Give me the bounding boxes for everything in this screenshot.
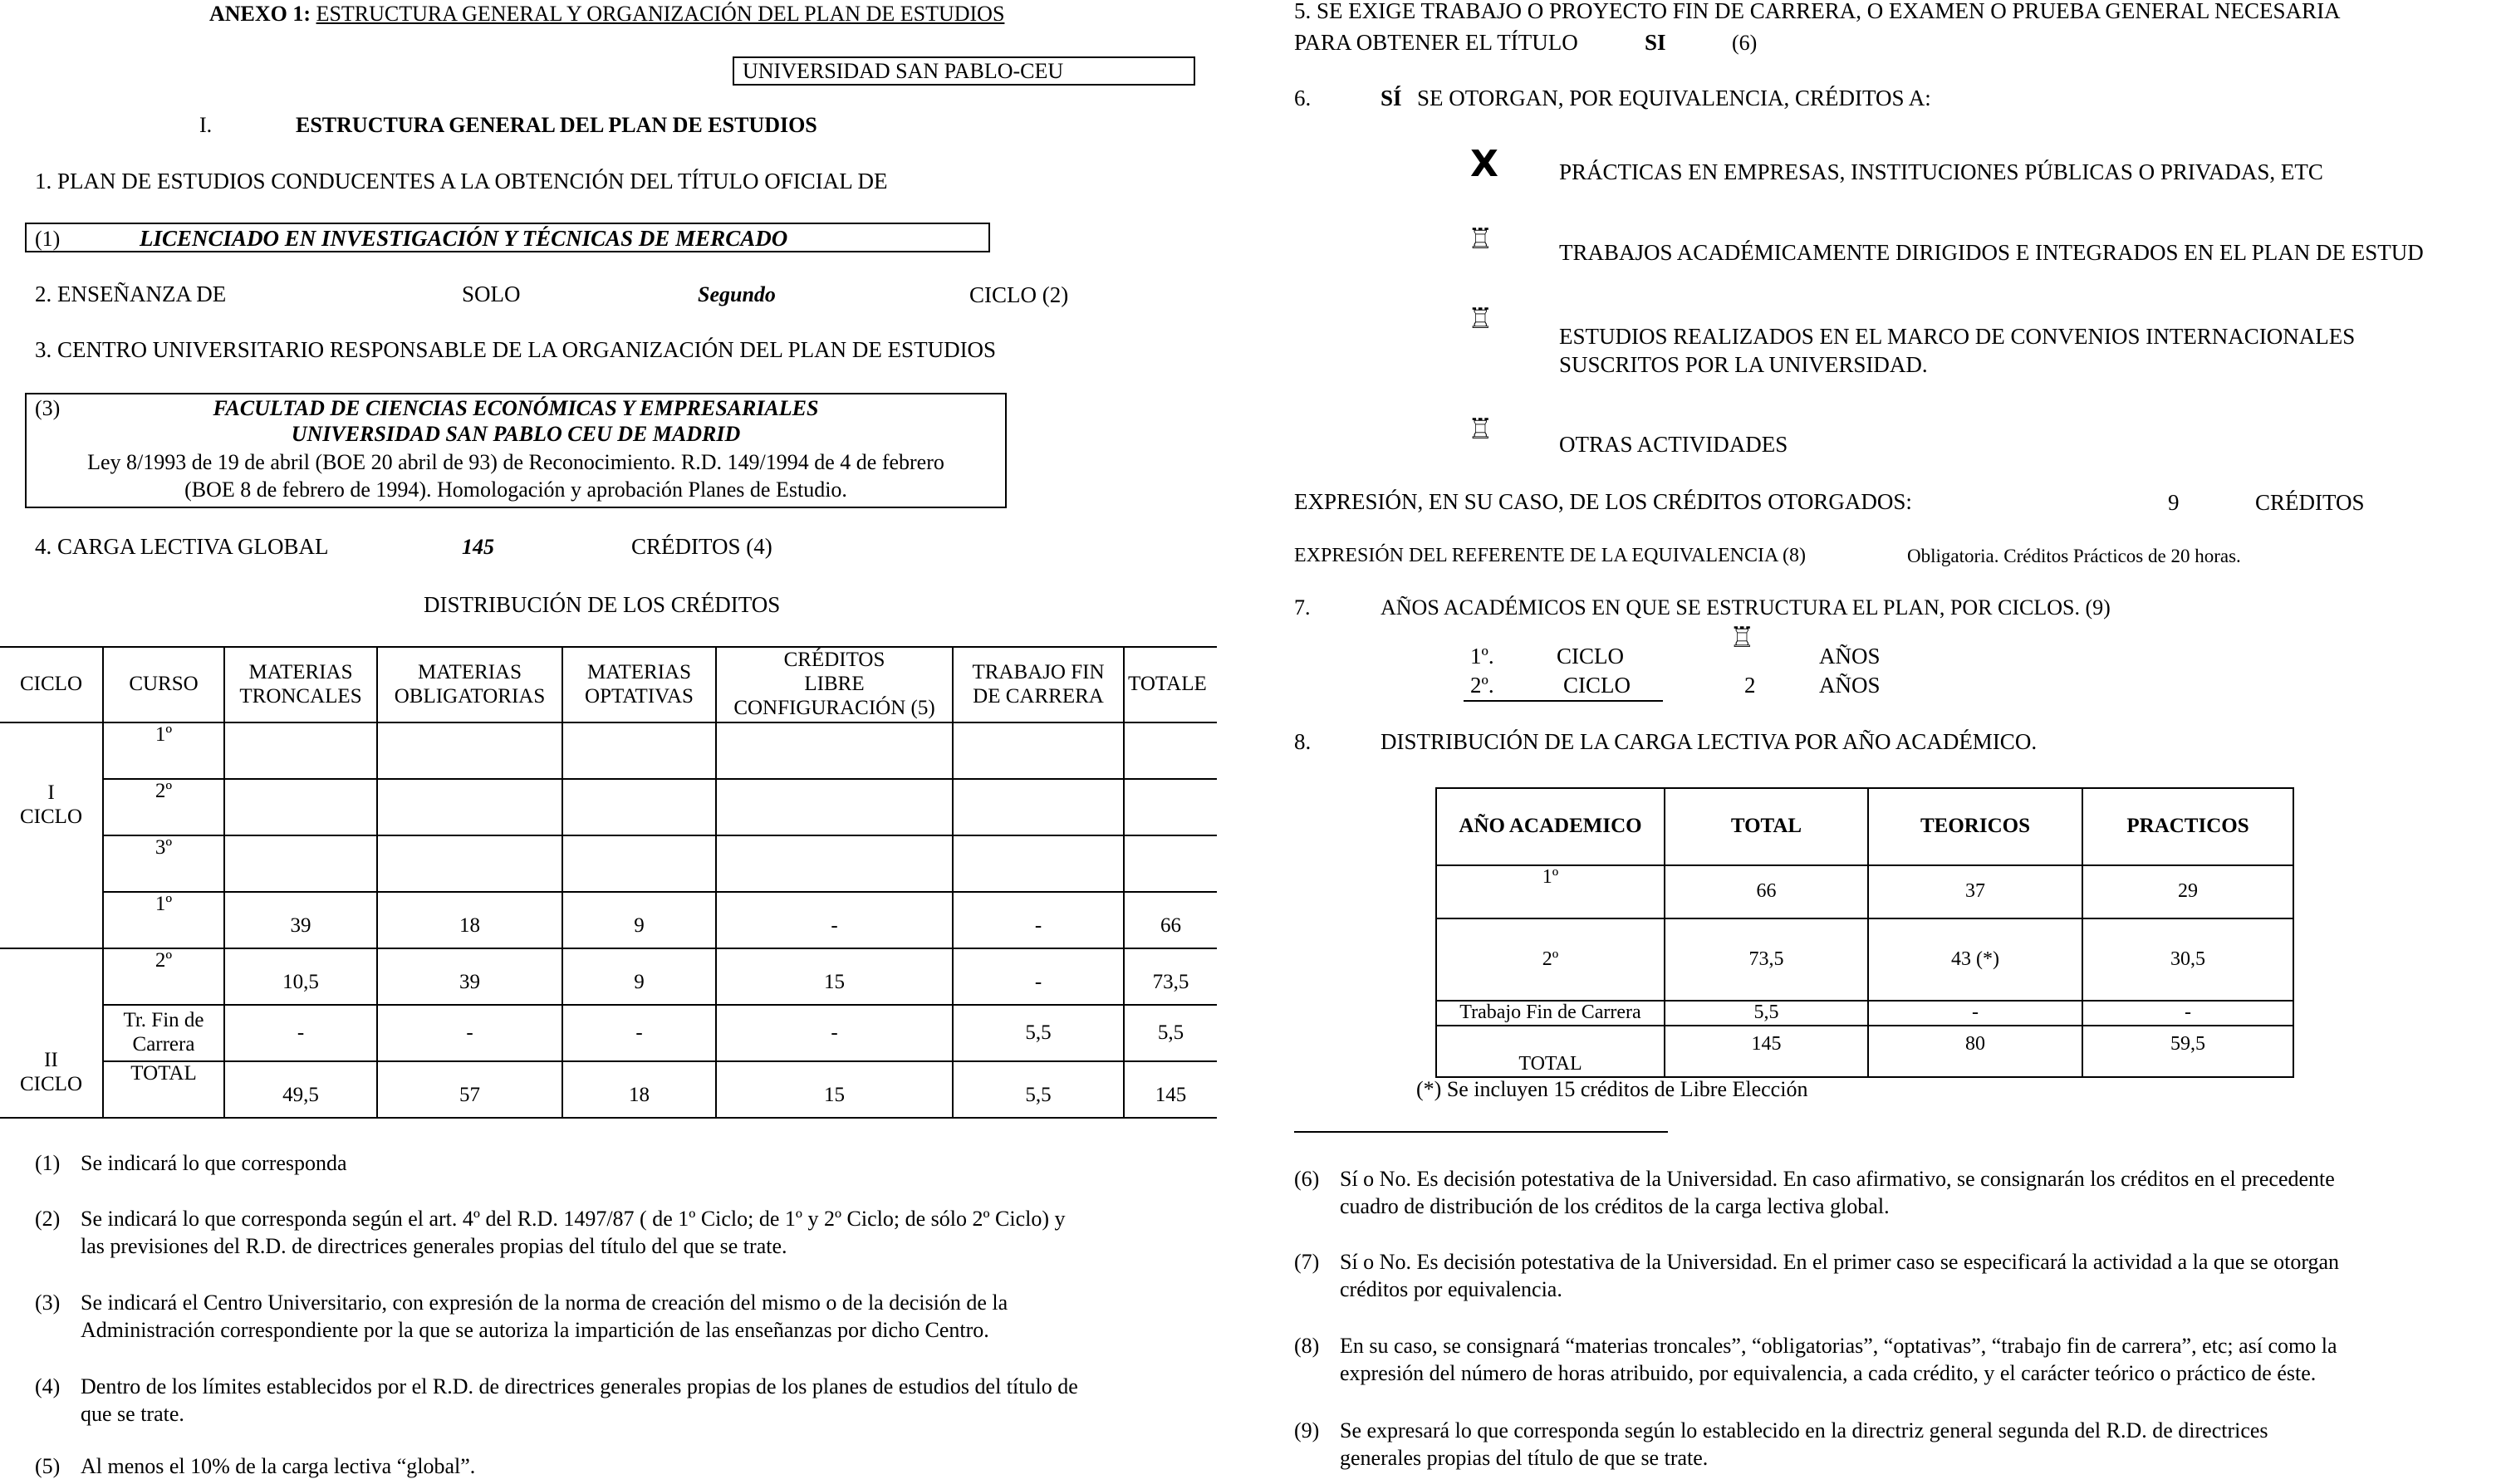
- equivalence-item-4: OTRAS ACTIVIDADES: [1559, 432, 1788, 457]
- item-2-label: 2. ENSEÑANZA DE: [35, 282, 227, 306]
- item-6-si: SÍ: [1381, 86, 1402, 110]
- table-cell: 30,5: [2082, 918, 2293, 1001]
- item-4-value: 145: [462, 535, 494, 559]
- table-cell: 5,5: [953, 1061, 1124, 1118]
- load-table-note: (*) Se incluyen 15 créditos de Libre Elección: [1416, 1077, 1808, 1101]
- ciclo-two-label: II CICLO: [0, 948, 103, 1118]
- underline-rule: [1464, 700, 1663, 702]
- year-2-ordinal: 2º.: [1470, 673, 1494, 698]
- footnote-number: (1): [35, 1151, 61, 1175]
- centre-university: UNIVERSIDAD SAN PABLO CEU DE MADRID: [291, 422, 741, 446]
- equivalence-check-mark: X: [1470, 143, 1498, 185]
- table-cell: [224, 779, 377, 835]
- col-obligatorias: MATERIAS OBLIGATORIAS: [377, 647, 562, 722]
- table-cell: [377, 779, 562, 835]
- table-cell: -: [953, 892, 1124, 948]
- footnote-text: Se indicará lo que corresponda: [81, 1151, 347, 1175]
- university-name: UNIVERSIDAD SAN PABLO-CEU: [743, 59, 1064, 83]
- credit-table-header: [0, 647, 1217, 722]
- table-cell: 39: [377, 948, 562, 1005]
- table-cell: TOTAL: [103, 1061, 224, 1118]
- distribution-title: DISTRIBUCIÓN DE LOS CRÉDITOS: [424, 592, 781, 617]
- footnote-text: Sí o No. Es decisión potestativa de la Universidad. En el primer caso se especificará la actividad a la que se otorgan créditos por equivalencia.: [1340, 1250, 2340, 1301]
- table-cell: 59,5: [2082, 1026, 2293, 1077]
- footnote-text: Dentro de los límites establecidos por el R.D. de directrices generales propias de los planes de estudios del título de que se trate.: [81, 1374, 1078, 1426]
- item-1-text: 1. PLAN DE ESTUDIOS CONDUCENTES A LA OBTENCIÓN DEL TÍTULO OFICIAL DE: [35, 169, 888, 193]
- table-cell: [377, 835, 562, 892]
- col-optativas: MATERIAS OPTATIVAS: [562, 647, 716, 722]
- table-cell: 2º: [103, 779, 224, 835]
- credits-granted-label: EXPRESIÓN, EN SU CASO, DE LOS CRÉDITOS OTORGADOS:: [1294, 489, 1912, 514]
- footnote-3: [35, 1289, 1198, 1347]
- table-cell: [716, 779, 953, 835]
- table-row: [0, 1005, 1217, 1061]
- item-5-line1: 5. SE EXIGE TRABAJO O PROYECTO FIN DE CARRERA, O EXAMEN O PRUEBA GENERAL NECESARIA: [1294, 0, 2341, 23]
- degree-title: LICENCIADO EN INVESTIGACIÓN Y TÉCNICAS DE MERCADO: [140, 226, 788, 251]
- section-title: ESTRUCTURA GENERAL DEL PLAN DE ESTUDIOS: [296, 113, 817, 137]
- table-cell: 1º: [103, 892, 224, 948]
- degree-title-ref: (1): [35, 227, 61, 251]
- table-cell: TOTAL: [1436, 1026, 1665, 1077]
- ciclo-one-label: I CICLO: [0, 722, 103, 948]
- university-box: [733, 56, 1195, 86]
- footnote-2: [35, 1205, 1198, 1263]
- footnote-9: [1294, 1417, 2499, 1475]
- item-4-label: 4. CARGA LECTIVA GLOBAL: [35, 534, 329, 559]
- table-cell: 39: [224, 892, 377, 948]
- col-troncales: MATERIAS TRONCALES: [224, 647, 377, 722]
- footnote-number: (2): [35, 1207, 61, 1231]
- footnote-text: Sí o No. Es decisión potestativa de la Universidad. En caso afirmativo, se consignarán los créditos en el precedente cuadro de distribución de los créditos de la carga lectiva global.: [1340, 1167, 2335, 1218]
- centre-ref: (3): [35, 396, 61, 420]
- table-row: [1436, 865, 2293, 918]
- empty-checkbox-icon: ♖: [1468, 413, 1493, 446]
- table-cell: -: [377, 1005, 562, 1061]
- year-2-value: 2: [1744, 673, 1756, 698]
- empty-checkbox-icon: ♖: [1468, 223, 1493, 256]
- item-6-number: 6.: [1294, 86, 1312, 110]
- table-cell: [1124, 835, 1217, 892]
- table-cell: -: [224, 1005, 377, 1061]
- footnote-text: Al menos el 10% de la carga lectiva “global”.: [81, 1454, 476, 1478]
- table-cell: [953, 779, 1124, 835]
- table-cell: -: [562, 1005, 716, 1061]
- table-cell: [716, 835, 953, 892]
- table-row-total: [0, 1061, 1217, 1118]
- item-8-text: DISTRIBUCIÓN DE LA CARGA LECTIVA POR AÑO ACADÉMICO.: [1381, 729, 2038, 754]
- table-cell: 73,5: [1124, 948, 1217, 1005]
- table-row: [1436, 1001, 2293, 1026]
- annex-title: ESTRUCTURA GENERAL Y ORGANIZACIÓN DEL PLAN DE ESTUDIOS: [316, 2, 1005, 26]
- table-cell: 5,5: [953, 1005, 1124, 1061]
- table-cell: [562, 835, 716, 892]
- section-number: I.: [199, 113, 213, 137]
- equivalence-item-1: PRÁCTICAS EN EMPRESAS, INSTITUCIONES PÚBLICAS O PRIVADAS, ETC: [1559, 159, 2323, 184]
- footnote-6: [1294, 1165, 2499, 1223]
- item-2-ciclo: CICLO (2): [969, 282, 1069, 307]
- item-6-text: SE OTORGAN, POR EQUIVALENCIA, CRÉDITOS A:: [1417, 86, 1931, 110]
- item-5-ref: (6): [1732, 31, 1758, 55]
- table-cell: [562, 779, 716, 835]
- degree-title-box: [25, 223, 990, 252]
- col-curso: CURSO: [103, 647, 224, 722]
- table-cell: 145: [1124, 1061, 1217, 1118]
- table-cell: [953, 835, 1124, 892]
- table-cell: 9: [562, 892, 716, 948]
- item-3-text: 3. CENTRO UNIVERSITARIO RESPONSABLE DE LA ORGANIZACIÓN DEL PLAN DE ESTUDIOS: [35, 337, 997, 362]
- col-total: TOTAL: [1665, 788, 1868, 865]
- table-cell: [562, 722, 716, 779]
- footnote-number: (8): [1294, 1334, 1320, 1358]
- footnote-8: [1294, 1332, 2499, 1390]
- col-teoricos: TEORICOS: [1868, 788, 2082, 865]
- table-cell: 2º: [1436, 918, 1665, 1001]
- table-cell: Tr. Fin de Carrera: [103, 1005, 224, 1061]
- col-totales: TOTALE: [1124, 647, 1217, 722]
- credits-granted-value: 9: [2168, 490, 2180, 515]
- centre-box: [25, 393, 1007, 508]
- item-2-solo: SOLO: [462, 282, 521, 306]
- equivalence-item-3: ESTUDIOS REALIZADOS EN EL MARCO DE CONVENIOS INTERNACIONALES SUSCRITOS POR LA UNIVERSIDAD.: [1559, 324, 2356, 377]
- footnote-text: Se indicará lo que corresponda según el art. 4º del R.D. 1497/87 ( de 1º Ciclo; de 1º y 2º Ciclo; de sólo 2º Ciclo) y las previsiones del R.D. de directrices generales propias del título del que se trate.: [81, 1207, 1066, 1258]
- col-practicos: PRACTICOS: [2082, 788, 2293, 865]
- table-cell: -: [2082, 1001, 2293, 1026]
- table-cell: 15: [716, 948, 953, 1005]
- item-2-segundo: Segundo: [698, 282, 776, 306]
- table-cell: 66: [1124, 892, 1217, 948]
- table-row: [0, 948, 1217, 1005]
- annex-heading: [209, 2, 1004, 27]
- item-4-unit: CRÉDITOS (4): [631, 534, 772, 559]
- table-cell: 80: [1868, 1026, 2082, 1077]
- footnote-number: (9): [1294, 1418, 1320, 1442]
- referent-label: EXPRESIÓN DEL REFERENTE DE LA EQUIVALENCIA (8): [1294, 545, 1806, 566]
- footnote-number: (5): [35, 1454, 61, 1478]
- table-row: [0, 835, 1217, 892]
- table-cell: 66: [1665, 865, 1868, 918]
- table-cell: 5,5: [1665, 1001, 1868, 1026]
- table-cell: [953, 722, 1124, 779]
- centre-faculty: FACULTAD DE CIENCIAS ECONÓMICAS Y EMPRESARIALES: [213, 396, 819, 420]
- year-1-ciclo: CICLO: [1557, 644, 1624, 669]
- centre-law-line2: (BOE 8 de febrero de 1994). Homologación y aprobación Planes de Estudio.: [184, 478, 847, 502]
- table-cell: -: [1868, 1001, 2082, 1026]
- table-cell: 3º: [103, 835, 224, 892]
- table-cell: -: [953, 948, 1124, 1005]
- item-5-line2: PARA OBTENER EL TÍTULO: [1294, 30, 1578, 55]
- table-row: [1436, 918, 2293, 1001]
- footnote-1: [35, 1149, 1198, 1178]
- table-cell: -: [716, 1005, 953, 1061]
- table-cell: -: [716, 892, 953, 948]
- empty-checkbox-icon: ♖: [1729, 621, 1755, 654]
- table-cell: [716, 722, 953, 779]
- table-cell: [1124, 722, 1217, 779]
- table-cell: [1124, 779, 1217, 835]
- footnote-number: (7): [1294, 1250, 1320, 1274]
- referent-value: Obligatoria. Créditos Prácticos de 20 horas.: [1907, 546, 2241, 566]
- table-cell: 1º: [103, 722, 224, 779]
- item-5-si: SI: [1645, 30, 1666, 55]
- table-row: [0, 722, 1217, 779]
- table-cell: 29: [2082, 865, 2293, 918]
- table-row: [0, 892, 1217, 948]
- year-2-unit: AÑOS: [1819, 673, 1881, 698]
- col-libre-config: CRÉDITOS LIBRE CONFIGURACIÓN (5): [716, 647, 953, 722]
- footnote-number: (6): [1294, 1167, 1320, 1191]
- table-cell: 49,5: [224, 1061, 377, 1118]
- footnote-number: (4): [35, 1374, 61, 1398]
- year-2-ciclo: CICLO: [1563, 673, 1631, 698]
- credit-table: [0, 646, 1217, 1119]
- table-row-total: [1436, 1026, 2293, 1077]
- table-cell: 5,5: [1124, 1005, 1217, 1061]
- table-cell: 15: [716, 1061, 953, 1118]
- table-cell: [377, 722, 562, 779]
- equivalence-item-2: TRABAJOS ACADÉMICAMENTE DIRIGIDOS E INTEGRADOS EN EL PLAN DE ESTUD: [1559, 240, 2424, 265]
- table-cell: 73,5: [1665, 918, 1868, 1001]
- footnote-text: Se indicará el Centro Universitario, con expresión de la norma de creación del mismo o de la decisión de la Administración correspondiente por la que se autoriza la impartición de las enseñanzas por dicho Centro.: [81, 1291, 1008, 1342]
- table-cell: 1º: [1436, 865, 1665, 918]
- footnote-separator: [1294, 1131, 1668, 1133]
- col-ano-academico: AÑO ACADEMICO: [1436, 788, 1665, 865]
- year-1-ordinal: 1º.: [1470, 644, 1494, 669]
- academic-load-table: [1435, 787, 2294, 1078]
- footnote-4: [35, 1373, 1198, 1431]
- footnote-number: (3): [35, 1291, 61, 1315]
- table-cell: 2º: [103, 948, 224, 1005]
- table-cell: 145: [1665, 1026, 1868, 1077]
- table-cell: Trabajo Fin de Carrera: [1436, 1001, 1665, 1026]
- empty-checkbox-icon: ♖: [1468, 302, 1493, 335]
- table-cell: 10,5: [224, 948, 377, 1005]
- centre-law-line1: Ley 8/1993 de 19 de abril (BOE 20 abril de 93) de Reconocimiento. R.D. 149/1994 de 4 de febrero: [87, 450, 944, 474]
- year-1-unit: AÑOS: [1819, 644, 1881, 669]
- table-cell: [224, 835, 377, 892]
- table-cell: 37: [1868, 865, 2082, 918]
- credits-granted-unit: CRÉDITOS: [2255, 490, 2365, 515]
- table-cell: 43 (*): [1868, 918, 2082, 1001]
- table-row: [0, 779, 1217, 835]
- table-cell: 18: [377, 892, 562, 948]
- item-8-number: 8.: [1294, 729, 1312, 754]
- footnote-text: Se expresará lo que corresponda según lo establecido en la directriz general segunda del R.D. de directrices generales propias del título de que se trate.: [1340, 1418, 2268, 1470]
- item-7-text: AÑOS ACADÉMICOS EN QUE SE ESTRUCTURA EL PLAN, POR CICLOS. (9): [1381, 595, 2111, 620]
- footnote-text: En su caso, se consignará “materias troncales”, “obligatorias”, “optativas”, “trabajo fin de carrera”, etc; así como la expresión del número de horas atribuido, por equivalencia, a cada crédito, y el carácter teórico o práctico de éste.: [1340, 1334, 2337, 1385]
- footnote-7: [1294, 1248, 2499, 1306]
- item-7-number: 7.: [1294, 595, 1311, 620]
- footnote-5: [35, 1452, 1198, 1482]
- table-cell: 57: [377, 1061, 562, 1118]
- col-trabajo-fin: TRABAJO FIN DE CARRERA: [953, 647, 1124, 722]
- col-ciclo: CICLO: [0, 647, 103, 722]
- table-cell: 9: [562, 948, 716, 1005]
- table-cell: 18: [562, 1061, 716, 1118]
- annex-prefix: ANEXO 1:: [209, 2, 311, 26]
- load-table-header: [1436, 788, 2293, 865]
- table-cell: [224, 722, 377, 779]
